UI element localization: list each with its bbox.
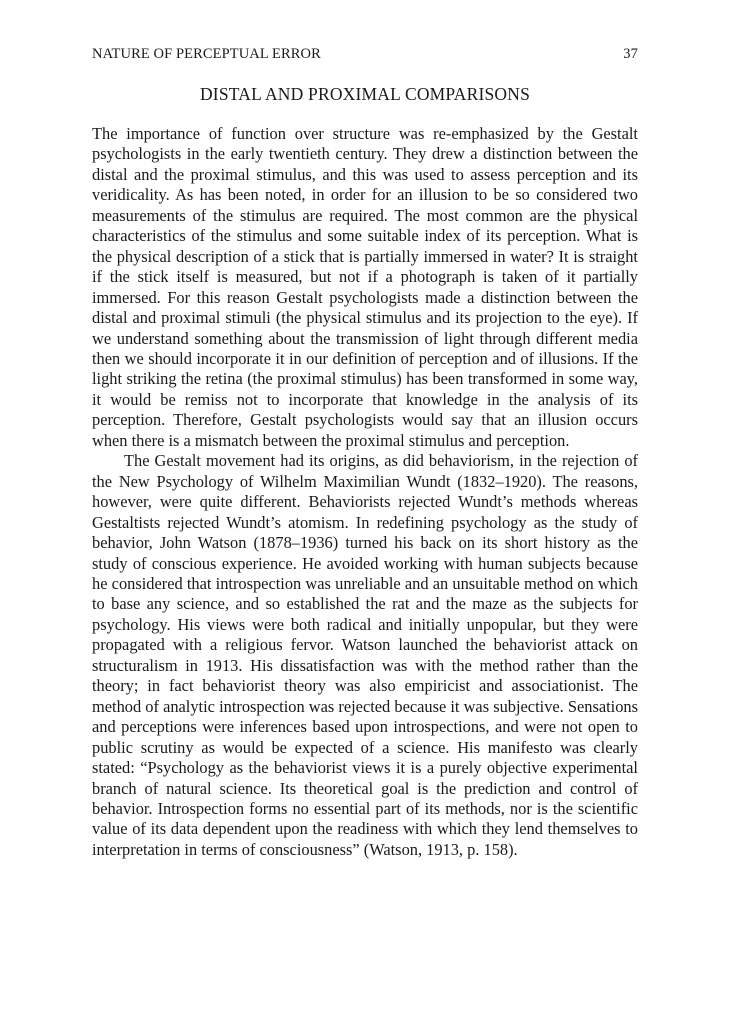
running-head bbox=[92, 46, 638, 66]
page-number: 37 bbox=[623, 46, 638, 62]
section-heading: DISTAL AND PROXIMAL COMPARISONS bbox=[199, 84, 531, 104]
running-title: NATURE OF PERCEPTUAL ERROR bbox=[92, 46, 321, 62]
body-text bbox=[92, 124, 638, 860]
paragraph-1: The importance of function over structure was re-emphasized by the Gestalt psychologists in the early twentieth century. They drew a distinction between the distal and the proximal stimulus, and this was used to assess perception and its veridicality. As has been noted, in order for an illusion to be so considered two measurements of the stimulus are required. The most common are the physical characteristics of the stimulus and some suitable index of its perception. What is the physical description of a stick that is partially immersed in water? It is straight if the stick itself is measured, but not if a photograph is taken of it partially immersed. For this reason Gestalt psychologists made a distinction between the distal and proximal stimuli (the physical stimulus and its projection to the eye). If we understand something about the transmission of light through different media then we should incorporate it in our definition of perception and of illusions. If the light striking the retina (the proximal stimulus) has been transformed in some way, it would be remiss not to incorporate that knowledge in the analysis of its perception. Therefore, Gestalt psychologists would say that an illusion occurs when there is a mismatch between the proximal stimulus and perception. bbox=[92, 124, 638, 450]
paragraph-2: The Gestalt movement had its origins, as did behaviorism, in the rejection of the New Psychology of Wilhelm Maximilian Wundt (1832–1920). The reasons, however, were quite different. Behaviorists rejected Wundt’s methods whereas Gestaltists rejected Wundt’s atomism. In redefining psychology as the study of behavior, John Watson (1878–1936) turned his back on its short history as the study of conscious experience. He avoided working with human subjects because he considered that introspection was unreliable and an unsuitable method on which to base any science, and so established the rat and the maze as the subjects for psychology. His views were both radical and initially unpopular, but they were propagated with a religious fervor. Watson launched the behaviorist attack on structuralism in 1913. His dissatisfaction was with the method rather than the theory; in fact behaviorist theory was also empiricist and associationist. The method of analytic introspection was rejected because it was subjective. Sensations and perceptions were inferences based upon introspections, and were not open to public scrutiny as would be expected of a science. His manifesto was clearly stated: “Psychology as the behaviorist views it is a purely objective experimental branch of natural science. Its theoretical goal is the prediction and control of behavior. Introspection forms no essential part of its methods, nor is the scientific value of its data dependent upon the readiness with which they lend themselves to interpretation in terms of consciousness” (Watson, 1913, p. 158). bbox=[92, 451, 638, 859]
